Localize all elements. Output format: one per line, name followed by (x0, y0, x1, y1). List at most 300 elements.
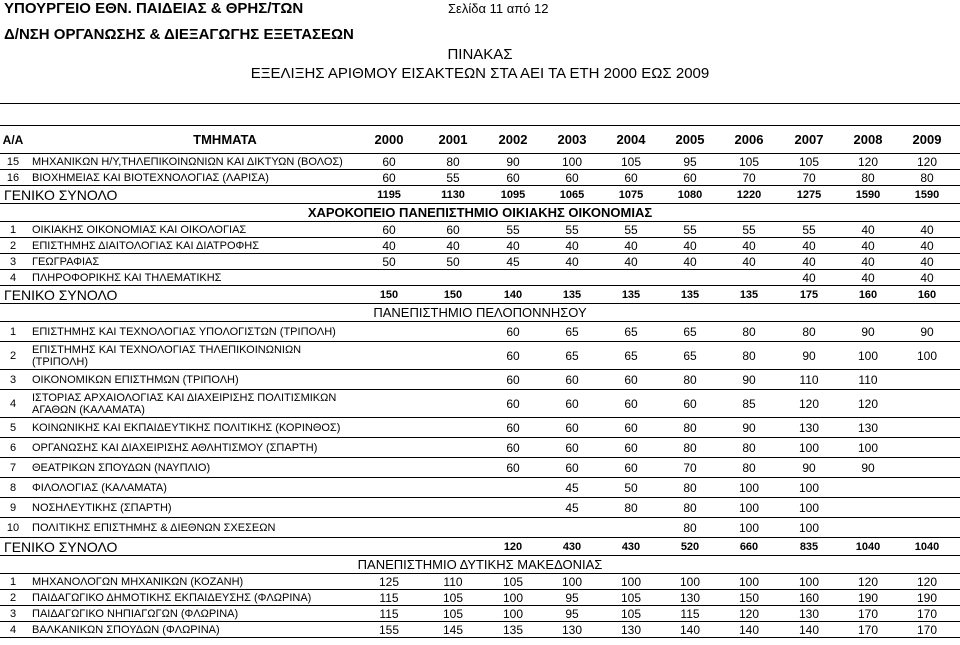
total-value[interactable]: 1095 (500, 188, 526, 201)
year-value[interactable]: 170 (916, 622, 938, 637)
year-value[interactable]: 190 (857, 590, 879, 605)
year-value[interactable]: 135 (502, 622, 524, 637)
column-header-year[interactable]: 2009 (912, 132, 942, 147)
department-name[interactable]: ΠΑΙΔΑΓΩΓΙΚΟ ΔΗΜΟΤΙΚΗΣ ΕΚΠΑΙΔΕΥΣΗΣ (ΦΛΩΡΙΝΑ) (32, 591, 312, 604)
year-value[interactable] (424, 418, 482, 437)
year-value[interactable]: 90 (506, 154, 520, 169)
year-value[interactable]: 140 (679, 622, 701, 637)
column-header-year[interactable]: 2006 (734, 132, 764, 147)
year-value[interactable]: 100 (738, 500, 760, 515)
year-value[interactable]: 60 (565, 460, 579, 475)
column-header-year[interactable]: 2003 (557, 132, 587, 147)
row-number[interactable]: 10 (6, 521, 20, 534)
department-name[interactable]: ΒΙΟΧΗΜΕΙΑΣ ΚΑΙ ΒΙΟΤΕΧΝΟΛΟΓΙΑΣ (ΛΑΡΙΣΑ) (32, 171, 269, 184)
table-row[interactable] (0, 238, 960, 254)
year-value[interactable]: 105 (620, 590, 642, 605)
year-value[interactable]: 100 (679, 574, 701, 589)
department-name[interactable]: ΕΠΙΣΤΗΜΗΣ ΚΑΙ ΤΕΧΝΟΛΟΓΙΑΣ ΤΗΛΕΠΙΚΟΙΝΩΝΙΩΝ (ΤΡΙΠΟΛΗ) (32, 344, 302, 368)
total-value[interactable] (424, 538, 482, 555)
year-value[interactable]: 100 (738, 574, 760, 589)
year-value[interactable]: 40 (861, 222, 875, 237)
year-value[interactable]: 70 (683, 460, 697, 475)
year-value[interactable]: 60 (506, 440, 520, 455)
year-value[interactable] (424, 390, 482, 417)
year-value[interactable] (484, 498, 542, 517)
year-value[interactable]: 120 (857, 396, 879, 411)
total-value[interactable]: 135 (621, 288, 641, 301)
year-value[interactable]: 65 (565, 348, 579, 363)
year-value[interactable]: 80 (742, 440, 756, 455)
year-value[interactable]: 60 (382, 154, 396, 169)
total-value[interactable]: 135 (739, 288, 759, 301)
total-value[interactable]: 1130 (441, 188, 465, 201)
grand-total-row[interactable] (0, 286, 960, 304)
grand-total-row[interactable] (0, 538, 960, 556)
table-row[interactable] (0, 418, 960, 438)
year-value[interactable]: 100 (502, 606, 524, 621)
year-value[interactable]: 60 (683, 170, 697, 185)
year-value[interactable]: 130 (798, 420, 820, 435)
year-value[interactable]: 40 (506, 238, 520, 253)
year-value[interactable]: 80 (861, 170, 875, 185)
year-value[interactable]: 160 (798, 590, 820, 605)
total-value[interactable]: 1590 (914, 188, 940, 201)
table-row[interactable] (0, 622, 960, 638)
year-value[interactable]: 40 (624, 254, 638, 269)
year-value[interactable] (424, 370, 482, 389)
year-value[interactable]: 130 (679, 590, 701, 605)
total-value[interactable]: 160 (858, 288, 878, 301)
year-value[interactable]: 60 (565, 440, 579, 455)
year-value[interactable]: 40 (742, 238, 756, 253)
row-number[interactable]: 6 (9, 441, 17, 454)
year-value[interactable]: 110 (799, 372, 819, 387)
year-value[interactable]: 190 (916, 590, 938, 605)
year-value[interactable]: 40 (802, 254, 816, 269)
year-value[interactable]: 105 (798, 154, 820, 169)
year-value[interactable]: 40 (920, 222, 934, 237)
year-value[interactable]: 100 (620, 574, 642, 589)
table-row[interactable] (0, 154, 960, 170)
column-header-year[interactable]: 2007 (794, 132, 824, 147)
year-value[interactable] (360, 390, 418, 417)
year-value[interactable]: 60 (624, 396, 638, 411)
year-value[interactable]: 155 (378, 622, 400, 637)
department-name[interactable]: ΦΙΛΟΛΟΓΙΑΣ (ΚΑΛΑΜΑΤΑ) (32, 481, 167, 494)
year-value[interactable]: 170 (916, 606, 938, 621)
table-row[interactable] (0, 498, 960, 518)
row-number[interactable]: 3 (9, 255, 17, 268)
year-value[interactable]: 40 (565, 254, 579, 269)
year-value[interactable] (424, 270, 482, 285)
year-value[interactable]: 60 (506, 170, 520, 185)
total-value[interactable]: 175 (799, 288, 819, 301)
year-value[interactable]: 100 (738, 480, 760, 495)
year-value[interactable]: 80 (742, 324, 756, 339)
grand-total-label[interactable]: ΓΕΝΙΚΟ ΣΥΝΟΛΟ (4, 286, 118, 303)
year-value[interactable]: 80 (742, 460, 756, 475)
grand-total-label[interactable]: ΓΕΝΙΚΟ ΣΥΝΟΛΟ (4, 186, 118, 203)
department-name[interactable]: ΠΛΗΡΟΦΟΡΙΚΗΣ ΚΑΙ ΤΗΛΕΜΑΤΙΚΗΣ (32, 271, 222, 284)
department-name[interactable]: ΜΗΧΑΝΟΛΟΓΩΝ ΜΗΧΑΝΙΚΩΝ (ΚΟΖΑΝΗ) (32, 575, 244, 588)
year-value[interactable] (543, 518, 601, 537)
year-value[interactable]: 105 (738, 154, 760, 169)
year-value[interactable] (898, 518, 956, 537)
year-value[interactable] (424, 478, 482, 497)
total-value[interactable]: 1590 (855, 188, 881, 201)
year-value[interactable]: 40 (861, 270, 875, 285)
year-value[interactable] (424, 458, 482, 477)
year-value[interactable]: 100 (798, 574, 820, 589)
year-value[interactable]: 90 (861, 460, 875, 475)
year-value[interactable]: 125 (378, 574, 400, 589)
column-header-year[interactable]: 2008 (853, 132, 883, 147)
year-value[interactable]: 100 (502, 590, 524, 605)
year-value[interactable]: 140 (798, 622, 820, 637)
year-value[interactable]: 55 (624, 222, 638, 237)
table-row[interactable] (0, 254, 960, 270)
column-header-year[interactable]: 2001 (438, 132, 468, 147)
total-value[interactable]: 1195 (377, 188, 401, 201)
table-row[interactable] (0, 518, 960, 538)
year-value[interactable]: 120 (798, 396, 820, 411)
year-value[interactable]: 60 (506, 396, 520, 411)
year-value[interactable]: 105 (502, 574, 524, 589)
year-value[interactable] (360, 518, 418, 537)
university-section-title[interactable]: ΧΑΡΟΚΟΠΕΙΟ ΠΑΝΕΠΙΣΤΗΜΙΟ ΟΙΚΙΑΚΗΣ ΟΙΚΟΝΟΜΙΑΣ (307, 205, 653, 220)
year-value[interactable]: 45 (506, 254, 520, 269)
department-name[interactable]: ΒΑΛΚΑΝΙΚΩΝ ΣΠΟΥΔΩΝ (ΦΛΩΡΙΝΑ) (32, 623, 220, 636)
university-section-title[interactable]: ΠΑΝΕΠΙΣΤΗΜΙΟ ΠΕΛΟΠΟΝΝΗΣΟΥ (373, 305, 587, 320)
year-value[interactable]: 130 (561, 622, 583, 637)
total-value[interactable]: 135 (680, 288, 700, 301)
total-value[interactable]: 835 (799, 540, 819, 553)
year-value[interactable]: 100 (561, 574, 583, 589)
year-value[interactable]: 100 (916, 348, 938, 363)
row-number[interactable]: 3 (9, 607, 17, 620)
year-value[interactable]: 40 (802, 238, 816, 253)
year-value[interactable]: 60 (624, 460, 638, 475)
year-value[interactable] (424, 518, 482, 537)
year-value[interactable]: 95 (565, 606, 579, 621)
table-row[interactable] (0, 322, 960, 342)
year-value[interactable]: 40 (861, 254, 875, 269)
year-value[interactable]: 60 (624, 170, 638, 185)
row-number[interactable]: 2 (9, 591, 17, 604)
year-value[interactable]: 130 (798, 606, 820, 621)
total-value[interactable]: 1275 (796, 188, 822, 201)
total-value[interactable]: 1075 (618, 188, 644, 201)
year-value[interactable]: 115 (680, 606, 700, 621)
total-value[interactable]: 520 (680, 540, 700, 553)
section-title-row[interactable] (0, 556, 960, 574)
year-value[interactable]: 80 (683, 440, 697, 455)
year-value[interactable] (898, 418, 956, 437)
year-value[interactable] (360, 342, 418, 369)
year-value[interactable]: 90 (802, 460, 816, 475)
year-value[interactable]: 40 (565, 238, 579, 253)
year-value[interactable]: 55 (802, 222, 816, 237)
total-value[interactable]: 430 (621, 540, 641, 553)
year-value[interactable]: 60 (565, 396, 579, 411)
table-row[interactable] (0, 342, 960, 370)
year-value[interactable] (424, 498, 482, 517)
total-value[interactable]: 135 (562, 288, 582, 301)
year-value[interactable]: 80 (802, 324, 816, 339)
year-value[interactable]: 60 (506, 420, 520, 435)
year-value[interactable]: 40 (382, 238, 396, 253)
year-value[interactable] (424, 438, 482, 457)
year-value[interactable]: 45 (565, 500, 579, 515)
row-number[interactable]: 1 (9, 223, 17, 236)
department-name[interactable]: ΝΟΣΗΛΕΥΤΙΚΗΣ (ΣΠΑΡΤΗ) (32, 501, 172, 514)
year-value[interactable] (484, 518, 542, 537)
year-value[interactable]: 80 (742, 348, 756, 363)
department-name[interactable]: ΟΡΓΑΝΩΣΗΣ ΚΑΙ ΔΙΑΧΕΙΡΙΣΗΣ ΑΘΛΗΤΙΣΜΟΥ (ΣΠΑΡΤΗ) (32, 441, 318, 454)
year-value[interactable]: 60 (382, 170, 396, 185)
year-value[interactable] (898, 498, 956, 517)
table-row[interactable] (0, 438, 960, 458)
year-value[interactable] (424, 322, 482, 341)
year-value[interactable]: 120 (857, 574, 879, 589)
total-value[interactable]: 150 (379, 288, 399, 301)
year-value[interactable]: 60 (506, 460, 520, 475)
year-value[interactable]: 65 (683, 324, 697, 339)
year-value[interactable]: 60 (382, 222, 396, 237)
department-name[interactable]: ΕΠΙΣΤΗΜΗΣ ΔΙΑΙΤΟΛΟΓΙΑΣ ΚΑΙ ΔΙΑΤΡΟΦΗΣ (32, 239, 260, 252)
year-value[interactable]: 95 (683, 154, 697, 169)
total-value[interactable]: 1040 (855, 540, 881, 553)
year-value[interactable] (898, 438, 956, 457)
year-value[interactable] (898, 390, 956, 417)
year-value[interactable] (602, 518, 660, 537)
year-value[interactable]: 40 (861, 238, 875, 253)
year-value[interactable]: 80 (624, 500, 638, 515)
row-number[interactable]: 5 (9, 421, 17, 434)
row-number[interactable]: 2 (9, 239, 17, 252)
year-value[interactable] (898, 458, 956, 477)
year-value[interactable]: 105 (620, 606, 642, 621)
total-value[interactable]: 1065 (559, 188, 585, 201)
row-number[interactable]: 4 (9, 623, 17, 636)
department-name[interactable]: ΠΟΛΙΤΙΚΗΣ ΕΠΙΣΤΗΜΗΣ & ΔΙΕΘΝΩΝ ΣΧΕΣΕΩΝ (32, 521, 276, 534)
year-value[interactable] (543, 270, 601, 285)
year-value[interactable]: 40 (920, 270, 934, 285)
row-number[interactable]: 2 (9, 349, 17, 362)
year-value[interactable] (898, 370, 956, 389)
year-value[interactable] (484, 478, 542, 497)
year-value[interactable] (484, 270, 542, 285)
year-value[interactable]: 85 (742, 396, 756, 411)
year-value[interactable]: 120 (857, 154, 879, 169)
year-value[interactable]: 55 (565, 222, 579, 237)
year-value[interactable]: 40 (683, 254, 697, 269)
year-value[interactable]: 100 (561, 154, 583, 169)
total-value[interactable] (360, 538, 418, 555)
year-value[interactable] (839, 498, 897, 517)
year-value[interactable] (661, 270, 719, 285)
department-name[interactable]: ΠΑΙΔΑΓΩΓΙΚΟ ΝΗΠΙΑΓΩΓΩΝ (ΦΛΩΡΙΝΑ) (32, 607, 239, 620)
year-value[interactable]: 60 (683, 396, 697, 411)
year-value[interactable]: 110 (443, 574, 463, 589)
year-value[interactable]: 80 (683, 420, 697, 435)
year-value[interactable]: 60 (624, 372, 638, 387)
year-value[interactable] (720, 270, 778, 285)
table-row[interactable] (0, 222, 960, 238)
table-row[interactable] (0, 478, 960, 498)
total-value[interactable]: 160 (917, 288, 937, 301)
year-value[interactable]: 60 (565, 170, 579, 185)
row-number[interactable]: 1 (9, 325, 17, 338)
year-value[interactable]: 60 (624, 420, 638, 435)
year-value[interactable]: 170 (857, 622, 879, 637)
table-row[interactable] (0, 370, 960, 390)
year-value[interactable]: 100 (857, 348, 879, 363)
year-value[interactable]: 115 (379, 590, 399, 605)
total-value[interactable]: 120 (503, 540, 523, 553)
year-value[interactable]: 120 (916, 574, 938, 589)
total-value[interactable]: 140 (503, 288, 523, 301)
year-value[interactable]: 90 (802, 348, 816, 363)
year-value[interactable]: 60 (506, 348, 520, 363)
department-name[interactable]: ΙΣΤΟΡΙΑΣ ΑΡΧΑΙΟΛΟΓΙΑΣ ΚΑΙ ΔΙΑΧΕΙΡΙΣΗΣ ΠΟΛΙΤΙΣΜΙΚΩΝ ΑΓΑΘΩΝ (ΚΑΛΑΜΑΤΑ) (32, 392, 337, 416)
row-number[interactable]: 7 (9, 461, 17, 474)
row-number[interactable]: 16 (6, 171, 20, 184)
department-name[interactable]: ΕΠΙΣΤΗΜΗΣ ΚΑΙ ΤΕΧΝΟΛΟΓΙΑΣ ΥΠΟΛΟΓΙΣΤΩΝ (ΤΡΙΠΟΛΗ) (32, 325, 336, 338)
year-value[interactable]: 80 (683, 372, 697, 387)
total-value[interactable]: 430 (562, 540, 582, 553)
year-value[interactable]: 80 (446, 154, 460, 169)
year-value[interactable]: 60 (446, 222, 460, 237)
table-row[interactable] (0, 574, 960, 590)
year-value[interactable] (360, 322, 418, 341)
total-value[interactable]: 1080 (677, 188, 703, 201)
column-header-year[interactable]: 2005 (675, 132, 705, 147)
table-row[interactable] (0, 170, 960, 186)
year-value[interactable]: 60 (506, 324, 520, 339)
row-number[interactable]: 1 (9, 575, 17, 588)
year-value[interactable] (360, 270, 418, 285)
year-value[interactable]: 40 (446, 238, 460, 253)
year-value[interactable] (360, 418, 418, 437)
year-value[interactable]: 130 (857, 420, 879, 435)
year-value[interactable]: 150 (738, 590, 760, 605)
year-value[interactable]: 60 (506, 372, 520, 387)
section-title-row[interactable] (0, 304, 960, 322)
year-value[interactable]: 115 (379, 606, 399, 621)
year-value[interactable]: 55 (683, 222, 697, 237)
total-value[interactable]: 1220 (736, 188, 762, 201)
year-value[interactable] (839, 478, 897, 497)
year-value[interactable]: 50 (382, 254, 396, 269)
year-value[interactable]: 120 (738, 606, 760, 621)
year-value[interactable]: 40 (624, 238, 638, 253)
year-value[interactable]: 70 (802, 170, 816, 185)
year-value[interactable]: 65 (565, 324, 579, 339)
year-value[interactable]: 170 (857, 606, 879, 621)
year-value[interactable]: 100 (798, 440, 820, 455)
column-header-year[interactable]: 2000 (374, 132, 404, 147)
row-number[interactable]: 3 (9, 373, 17, 386)
year-value[interactable] (360, 478, 418, 497)
year-value[interactable]: 140 (738, 622, 760, 637)
year-value[interactable]: 50 (446, 254, 460, 269)
year-value[interactable] (360, 370, 418, 389)
year-value[interactable] (424, 342, 482, 369)
total-value[interactable]: 150 (443, 288, 463, 301)
year-value[interactable] (602, 270, 660, 285)
year-value[interactable]: 100 (738, 520, 760, 535)
year-value[interactable]: 110 (858, 372, 878, 387)
year-value[interactable]: 100 (798, 480, 820, 495)
year-value[interactable]: 50 (624, 480, 638, 495)
table-row[interactable] (0, 390, 960, 418)
year-value[interactable]: 120 (916, 154, 938, 169)
year-value[interactable]: 90 (920, 324, 934, 339)
row-number[interactable]: 15 (6, 155, 20, 168)
table-row[interactable] (0, 270, 960, 286)
department-name[interactable]: ΟΙΚΟΝΟΜΙΚΩΝ ΕΠΙΣΤΗΜΩΝ (ΤΡΙΠΟΛΗ) (32, 373, 239, 386)
grand-total-label[interactable]: ΓΕΝΙΚΟ ΣΥΝΟΛΟ (4, 538, 118, 555)
year-value[interactable]: 55 (506, 222, 520, 237)
department-name[interactable]: ΓΕΩΓΡΑΦΙΑΣ (32, 255, 100, 268)
year-value[interactable]: 60 (565, 420, 579, 435)
total-value[interactable]: 1040 (914, 540, 940, 553)
year-value[interactable]: 40 (920, 238, 934, 253)
department-name[interactable]: ΚΟΙΝΩΝΙΚΗΣ ΚΑΙ ΕΚΠΑΙΔΕΥΤΙΚΗΣ ΠΟΛΙΤΙΚΗΣ (ΚΟΡΙΝΘΟΣ) (32, 421, 341, 434)
year-value[interactable]: 80 (683, 520, 697, 535)
year-value[interactable]: 100 (798, 500, 820, 515)
year-value[interactable]: 60 (624, 440, 638, 455)
university-section-title[interactable]: ΠΑΝΕΠΙΣΤΗΜΙΟ ΔΥΤΙΚΗΣ ΜΑΚΕΔΟΝΙΑΣ (357, 557, 603, 572)
row-number[interactable]: 9 (9, 501, 17, 514)
row-number[interactable]: 8 (9, 481, 17, 494)
year-value[interactable] (360, 458, 418, 477)
year-value[interactable]: 105 (620, 154, 642, 169)
year-value[interactable]: 80 (683, 500, 697, 515)
table-row[interactable] (0, 606, 960, 622)
year-value[interactable]: 105 (442, 590, 464, 605)
section-title-row[interactable] (0, 204, 960, 222)
year-value[interactable]: 90 (861, 324, 875, 339)
year-value[interactable]: 80 (920, 170, 934, 185)
year-value[interactable]: 40 (802, 270, 816, 285)
year-value[interactable]: 100 (857, 440, 879, 455)
year-value[interactable] (360, 438, 418, 457)
column-header-year[interactable]: 2002 (498, 132, 528, 147)
year-value[interactable] (839, 518, 897, 537)
year-value[interactable]: 55 (742, 222, 756, 237)
department-name[interactable]: ΜΗΧΑΝΙΚΩΝ Η/Υ,ΤΗΛΕΠΙΚΟΙΝΩΝΙΩΝ ΚΑΙ ΔΙΚΤΥΩΝ (ΒΟΛΟΣ) (32, 155, 343, 168)
year-value[interactable]: 65 (683, 348, 697, 363)
year-value[interactable]: 105 (442, 606, 464, 621)
year-value[interactable]: 55 (446, 170, 460, 185)
row-number[interactable]: 4 (9, 397, 17, 410)
year-value[interactable]: 100 (798, 520, 820, 535)
year-value[interactable]: 95 (565, 590, 579, 605)
year-value[interactable]: 90 (742, 420, 756, 435)
year-value[interactable]: 80 (683, 480, 697, 495)
year-value[interactable]: 40 (920, 254, 934, 269)
department-name[interactable]: ΟΙΚΙΑΚΗΣ ΟΙΚΟΝΟΜΙΑΣ ΚΑΙ ΟΙΚΟΛΟΓΙΑΣ (32, 223, 247, 236)
year-value[interactable]: 65 (624, 324, 638, 339)
table-row[interactable] (0, 458, 960, 478)
department-name[interactable]: ΘΕΑΤΡΙΚΩΝ ΣΠΟΥΔΩΝ (ΝΑΥΠΛΙΟ) (32, 461, 211, 474)
year-value[interactable] (898, 478, 956, 497)
total-value[interactable]: 660 (739, 540, 759, 553)
year-value[interactable]: 90 (742, 372, 756, 387)
row-number[interactable]: 4 (9, 271, 17, 284)
